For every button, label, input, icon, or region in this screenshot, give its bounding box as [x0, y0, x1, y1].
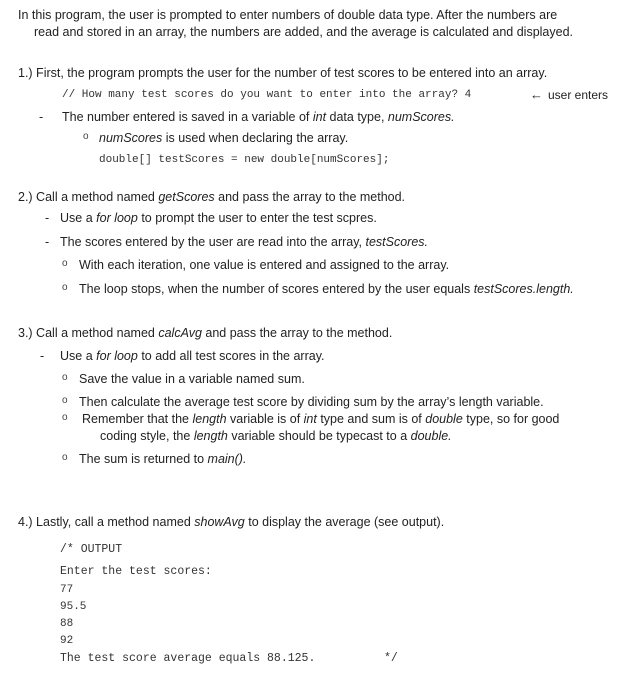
section-2-sub-1: With each iteration, one value is entered and assigned to the array.	[79, 258, 450, 272]
intro-line-2: read and stored in an array, the numbers are added, and the average is calculated and displayed.	[34, 25, 574, 39]
code-prompt-line: // How many test scores do you want to enter into the array? 4	[62, 89, 472, 101]
section-3-sub-2: Then calculate the average test score by dividing sum by the array’s length variable.	[79, 395, 544, 409]
output-value: 92	[60, 635, 74, 647]
intro-line-1: In this program, the user is prompted to enter numbers of double data type. After the numbers are	[18, 8, 558, 22]
circle-bullet-icon: o	[62, 412, 68, 423]
circle-bullet-icon: o	[62, 452, 68, 463]
section-1-bullet-1: The number entered is saved in a variable of int data type, numScores.	[62, 110, 455, 124]
section-2-sub-2: The loop stops, when the number of scores entered by the user equals testScores.length.	[79, 282, 574, 296]
code-array-declaration: double[] testScores = new double[numScores];	[99, 154, 390, 166]
section-3-heading: 3.) Call a method named calcAvg and pass the array to the method.	[18, 326, 393, 340]
dash-bullet-icon: -	[45, 235, 50, 249]
section-1-heading: 1.) First, the program prompts the user for the number of test scores to be entered into an array.	[18, 66, 548, 80]
output-value: 95.5	[60, 601, 87, 613]
section-2-bullet-1: Use a for loop to prompt the user to enter the test scpres.	[60, 211, 377, 225]
section-2-bullet-2: The scores entered by the user are read into the array, testScores.	[60, 235, 429, 249]
output-value: 88	[60, 618, 74, 630]
dash-bullet-icon: -	[39, 110, 44, 124]
section-3-sub-1: Save the value in a variable named sum.	[79, 372, 305, 386]
left-arrow-icon: ←	[530, 87, 543, 102]
user-enters-annotation: user enters	[548, 88, 609, 102]
circle-bullet-icon: o	[62, 282, 68, 293]
output-close-comment: */	[384, 652, 398, 665]
section-3-sub-3-line-2: coding style, the length variable should be typecast to a double.	[100, 429, 452, 443]
output-value: 77	[60, 584, 74, 596]
section-3-sub-3-line-1: Remember that the length variable is of int type and sum is of double type, so for good	[82, 412, 560, 426]
output-open-comment: /* OUTPUT	[60, 543, 123, 556]
dash-bullet-icon: -	[45, 211, 50, 225]
circle-bullet-icon: o	[62, 258, 68, 269]
output-result: The test score average equals 88.125.	[60, 652, 316, 665]
section-1-sub-1: numScores is used when declaring the array.	[99, 131, 349, 145]
section-2-heading: 2.) Call a method named getScores and pass the array to the method.	[18, 190, 406, 204]
section-3-sub-4: The sum is returned to main().	[79, 452, 247, 466]
circle-bullet-icon: o	[62, 395, 68, 406]
dash-bullet-icon: -	[40, 349, 45, 363]
section-3-bullet-1: Use a for loop to add all test scores in the array.	[60, 349, 325, 363]
circle-bullet-icon: o	[83, 131, 89, 142]
circle-bullet-icon: o	[62, 372, 68, 383]
section-4-heading: 4.) Lastly, call a method named showAvg to display the average (see output).	[18, 515, 445, 529]
output-prompt: Enter the test scores:	[60, 565, 212, 578]
